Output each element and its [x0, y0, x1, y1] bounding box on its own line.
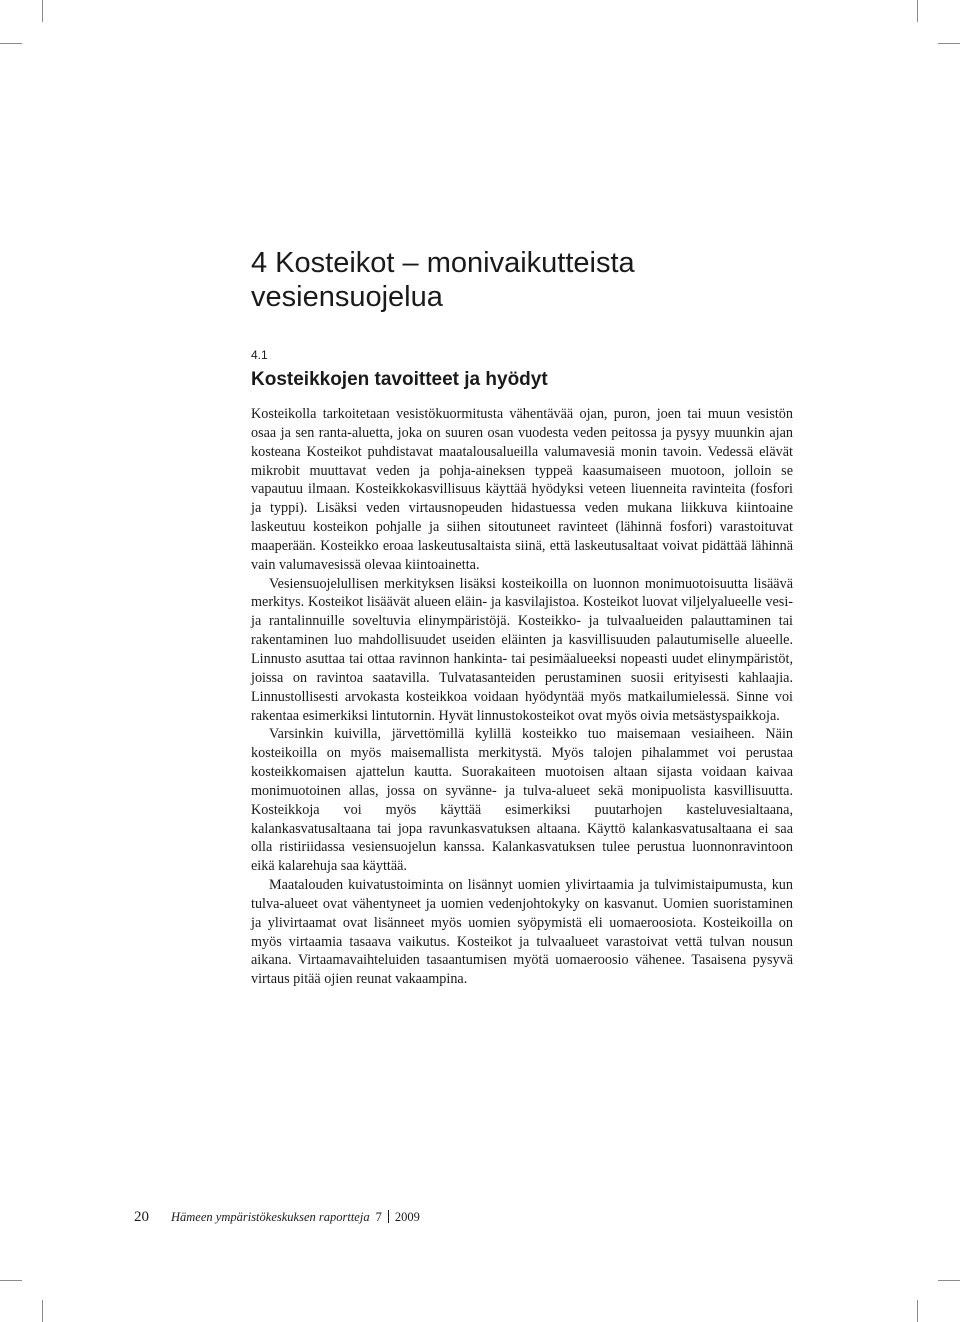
section-title: Kosteikkojen tavoitteet ja hyödyt — [251, 369, 548, 390]
crop-mark-left-bottom — [0, 1280, 22, 1281]
body-text — [251, 405, 793, 989]
crop-mark-right-top — [938, 43, 960, 44]
paragraph: Varsinkin kuivilla, järvettömillä kylillä kosteikko tuo maisemaan vesiaiheen. Näin kosteikoilla on myös maisemallista merkitystä. Myös talojen pihalammet voi perustaa kosteikkomaisen ajattelun kautta. Suorakaiteen muotoisen altaan sijasta voidaan kaivaa monimuotoinen allas, jossa on syvänne- ja tulva-alueet sekä monipuolista kasvillisuutta. Kosteikkoja voi myös käyttää esimerkiksi puutarhojen kasteluvesialtaana, kalankasvatusaltaana tai jopa ravunkasvatuksen altaana. Käyttö kalankasvatusaltaana ei saa olla ristiriidassa vesiensuojelun kanssa. Kalankasvatuksen tulee perustua luonnonravintoon eikä kalarehuja saa käyttää. — [251, 726, 793, 875]
page-number: 20 — [134, 1209, 149, 1225]
publication-year: 2009 — [394, 1210, 420, 1224]
chapter-title-line1: 4 Kosteikot – monivaikutteista — [251, 247, 635, 279]
issue-number: 7 — [375, 1210, 382, 1224]
footer-separator — [388, 1210, 389, 1223]
paragraph: Vesiensuojelullisen merkityksen lisäksi kosteikoilla on luonnon monimuotoisuutta lisäävä merkitys. Kosteikot lisäävät alueen eläin- ja kasvilajistoa. Kosteikot luovat viljelyalueelle vesi- ja rantalinnuille soveltuvia elinympäristöjä. Kosteikko- ja tulvaalueiden palauttaminen tai rakentaminen luo mahdollisuudet useiden eläinten ja kasvillisuuden palautumiselle alueelle. Linnusto asuttaa tai ottaa ravinnon hankinta- tai pesimäalueeksi nopeasti uudet elinympäristöt, joissa on ravintoa saatavilla. Tulvatasanteiden perustaminen suosii erityisesti kahlaajia. Linnustollisesti arvokasta kosteikkoa voidaan hyödyntää myös matkailumielessä. Sinne voi rakentaa esimerkiksi lintutornin. Hyvät linnustokosteikot ovat myös oivia metsästyspaikkoja. — [251, 575, 793, 724]
chapter-title — [251, 246, 851, 314]
section-number: 4.1 — [251, 348, 268, 362]
paragraph: Kosteikolla tarkoitetaan vesistökuormitusta vähentävää ojan, puron, joen tai muun vesistön osaa ja sen ranta-aluetta, joka on suuren osan vuodesta veden peitossa ja pysyy muunkin ajan kosteana Kosteikot puhdistavat maatalousalueilla valumavesiä monin tavoin. Vedessä elävät mikrobit muuttavat veden ja pohja-aineksen typpeä kaasumaiseen muotoon, jolloin se vapautuu ilmaan. Kosteikkokasvillisuus käyttää hyödyksi veteen liuenneita ravinteita (fosfori ja typpi). Lisäksi veden virtausnopeuden hidastuessa veden mukana liikkuva kiintoaine laskeutuu kosteikon pohjalle ja siihen sitoutuneet ravinteet (lähinnä fosfori) varastoituvat maaperään. Kosteikko eroaa laskeutusaltaista siinä, että laskeutusaltaat voivat pidättää lähinnä vain valumavesissä olevaa kiintoainetta. — [251, 406, 793, 573]
crop-mark-bottom-right — [917, 1300, 918, 1322]
page-footer — [134, 1208, 420, 1226]
chapter-title-line2: vesiensuojelua — [251, 281, 443, 313]
crop-mark-right-bottom — [938, 1280, 960, 1281]
paragraph: Maatalouden kuivatustoiminta on lisännyt uomien ylivirtaamia ja tulvimistaipumusta, kun tulva-alueet ovat vähentyneet ja uomien vedenjohtokyky on kasvanut. Uomien suoristaminen ja ylivirtaamat ovat lisänneet myös uomien syöpymistä eli uomaeroosiota. Kosteikoilla on myös virtaamia tasaava vaikutus. Kosteikot ja tulvaalueet varastoivat vettä tulvan nousun aikana. Virtaamavaihteluiden tasaantumisen myötä uomaeroosio vähenee. Tasaisena pysyvä virtaus pitää ojien reunat vakaampina. — [251, 877, 793, 988]
publication-title: Hämeen ympäristökeskuksen raportteja — [171, 1210, 370, 1224]
crop-mark-top-right — [917, 0, 918, 22]
crop-mark-left-top — [0, 43, 22, 44]
crop-mark-bottom-left — [42, 1300, 43, 1322]
crop-mark-top-left — [42, 0, 43, 22]
